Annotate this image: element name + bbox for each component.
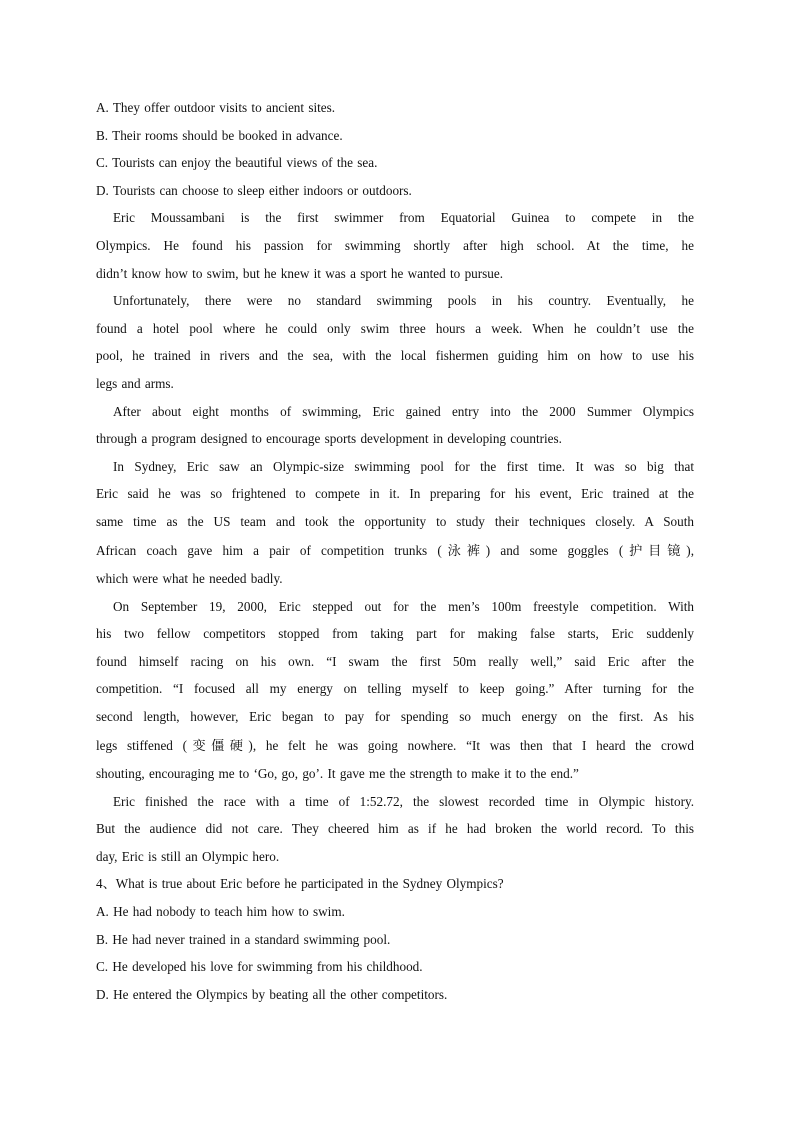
passage-line: Eric said he was so frightened to compete in it. In preparing for his event, Eric trained at the	[96, 486, 694, 502]
question-4-option-c: C. He developed his love for swimming from his childhood.	[96, 959, 423, 975]
option-b-previous: B. Their rooms should be booked in advance.	[96, 127, 343, 143]
passage-line: legs and arms.	[96, 375, 174, 391]
passage-line: Olympics. He found his passion for swimming shortly after high school. At the time, he	[96, 237, 694, 253]
passage-line: Eric Moussambani is the first swimmer from Equatorial Guinea to compete in the	[113, 210, 694, 226]
passage-line: his two fellow competitors stopped from taking part for making false starts, Eric suddenly	[96, 626, 694, 642]
passage-line: competition. “I focused all my energy on telling myself to keep going.” After turning for the	[96, 681, 694, 697]
passage-line: African coach gave him a pair of competition trunks (泳裤) and some goggles (护目镜),	[96, 542, 694, 558]
passage-line: day, Eric is still an Olympic hero.	[96, 848, 280, 864]
document-page	[96, 94, 694, 1008]
passage-line: legs stiffened (变僵硬), he felt he was going nowhere. “It was then that I heard the crowd	[96, 737, 694, 753]
question-4-option-a: A. He had nobody to teach him how to swim.	[96, 904, 345, 920]
passage-line: which were what he needed badly.	[96, 571, 283, 586]
question-4-option-d: D. He entered the Olympics by beating all the other competitors.	[96, 986, 448, 1002]
option-a-previous: A. They offer outdoor visits to ancient sites.	[96, 100, 336, 115]
option-d-previous: D. Tourists can choose to sleep either indoors or outdoors.	[96, 182, 412, 198]
passage-line: After about eight months of swimming, Eric gained entry into the 2000 Summer Olympics	[113, 403, 694, 419]
question-4-option-b: B. He had never trained in a standard swimming pool.	[96, 931, 391, 947]
question-4: 4、What is true about Eric before he participated in the Sydney Olympics?	[96, 876, 504, 892]
passage-line: pool, he trained in rivers and the sea, with the local fishermen guiding him on how to use his	[96, 348, 694, 364]
passage-line: found a hotel pool where he could only swim three hours a week. When he couldn’t use the	[96, 320, 694, 336]
passage-line: second length, however, Eric began to pay for spending so much energy on the first. As his	[96, 708, 694, 724]
passage-line: shouting, encouraging me to ‘Go, go, go’. It gave me the strength to make it to the end.”	[96, 766, 579, 782]
passage-line: In Sydney, Eric saw an Olympic-size swimming pool for the first time. It was so big that	[113, 458, 694, 474]
passage-line: same time as the US team and took the opportunity to study their techniques closely. A South	[96, 513, 694, 529]
passage-line: through a program designed to encourage sports development in developing countries.	[96, 431, 562, 447]
passage-line: Eric finished the race with a time of 1:52.72, the slowest recorded time in Olympic history.	[113, 793, 694, 809]
option-c-previous: C. Tourists can enjoy the beautiful views of the sea.	[96, 155, 378, 171]
passage-line: But the audience did not care. They cheered him as if he had broken the world record. To this	[96, 821, 694, 837]
passage-line: found himself racing on his own. “I swam the first 50m really well,” said Eric after the	[96, 653, 694, 669]
passage-line: On September 19, 2000, Eric stepped out for the men’s 100m freestyle competition. With	[113, 598, 694, 614]
passage-line: Unfortunately, there were no standard swimming pools in his country. Eventually, he	[113, 293, 694, 309]
passage-line: didn’t know how to swim, but he knew it was a sport he wanted to pursue.	[96, 265, 504, 281]
